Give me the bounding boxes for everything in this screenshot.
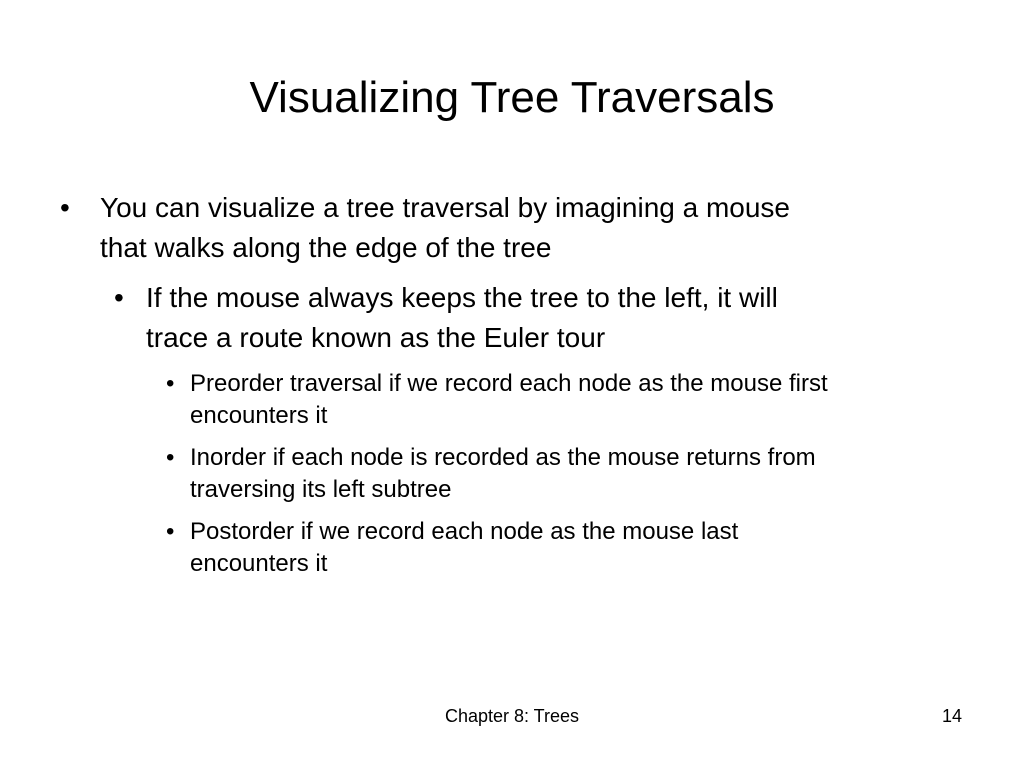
bullet-marker: •: [60, 192, 70, 223]
footer-chapter: Chapter 8: Trees: [444, 706, 580, 726]
bullet-line: Preorder traversal if we record each node as the mouse first: [190, 370, 828, 397]
bullet-marker: •: [166, 444, 175, 471]
bullet-line: encounters it: [190, 402, 328, 429]
bullet-line: You can visualize a tree traversal by imagining a mouse: [100, 192, 791, 223]
bullet-line: Inorder if each node is recorded as the mouse returns from: [190, 444, 816, 471]
bullet-marker: •: [166, 518, 175, 545]
bullet-marker: •: [166, 370, 175, 397]
bullet-line: traversing its left subtree: [190, 476, 452, 503]
bullet-marker: •: [114, 282, 124, 313]
bullet-line: that walks along the edge of the tree: [100, 232, 552, 263]
bullet-line: trace a route known as the Euler tour: [146, 322, 606, 353]
slide-number: 14: [941, 706, 962, 726]
slide-title: Visualizing Tree Traversals: [249, 73, 775, 122]
bullet-line: encounters it: [190, 550, 328, 577]
bullet-line: If the mouse always keeps the tree to the left, it will: [146, 282, 778, 313]
bullet-line: Postorder if we record each node as the mouse last: [190, 518, 739, 545]
